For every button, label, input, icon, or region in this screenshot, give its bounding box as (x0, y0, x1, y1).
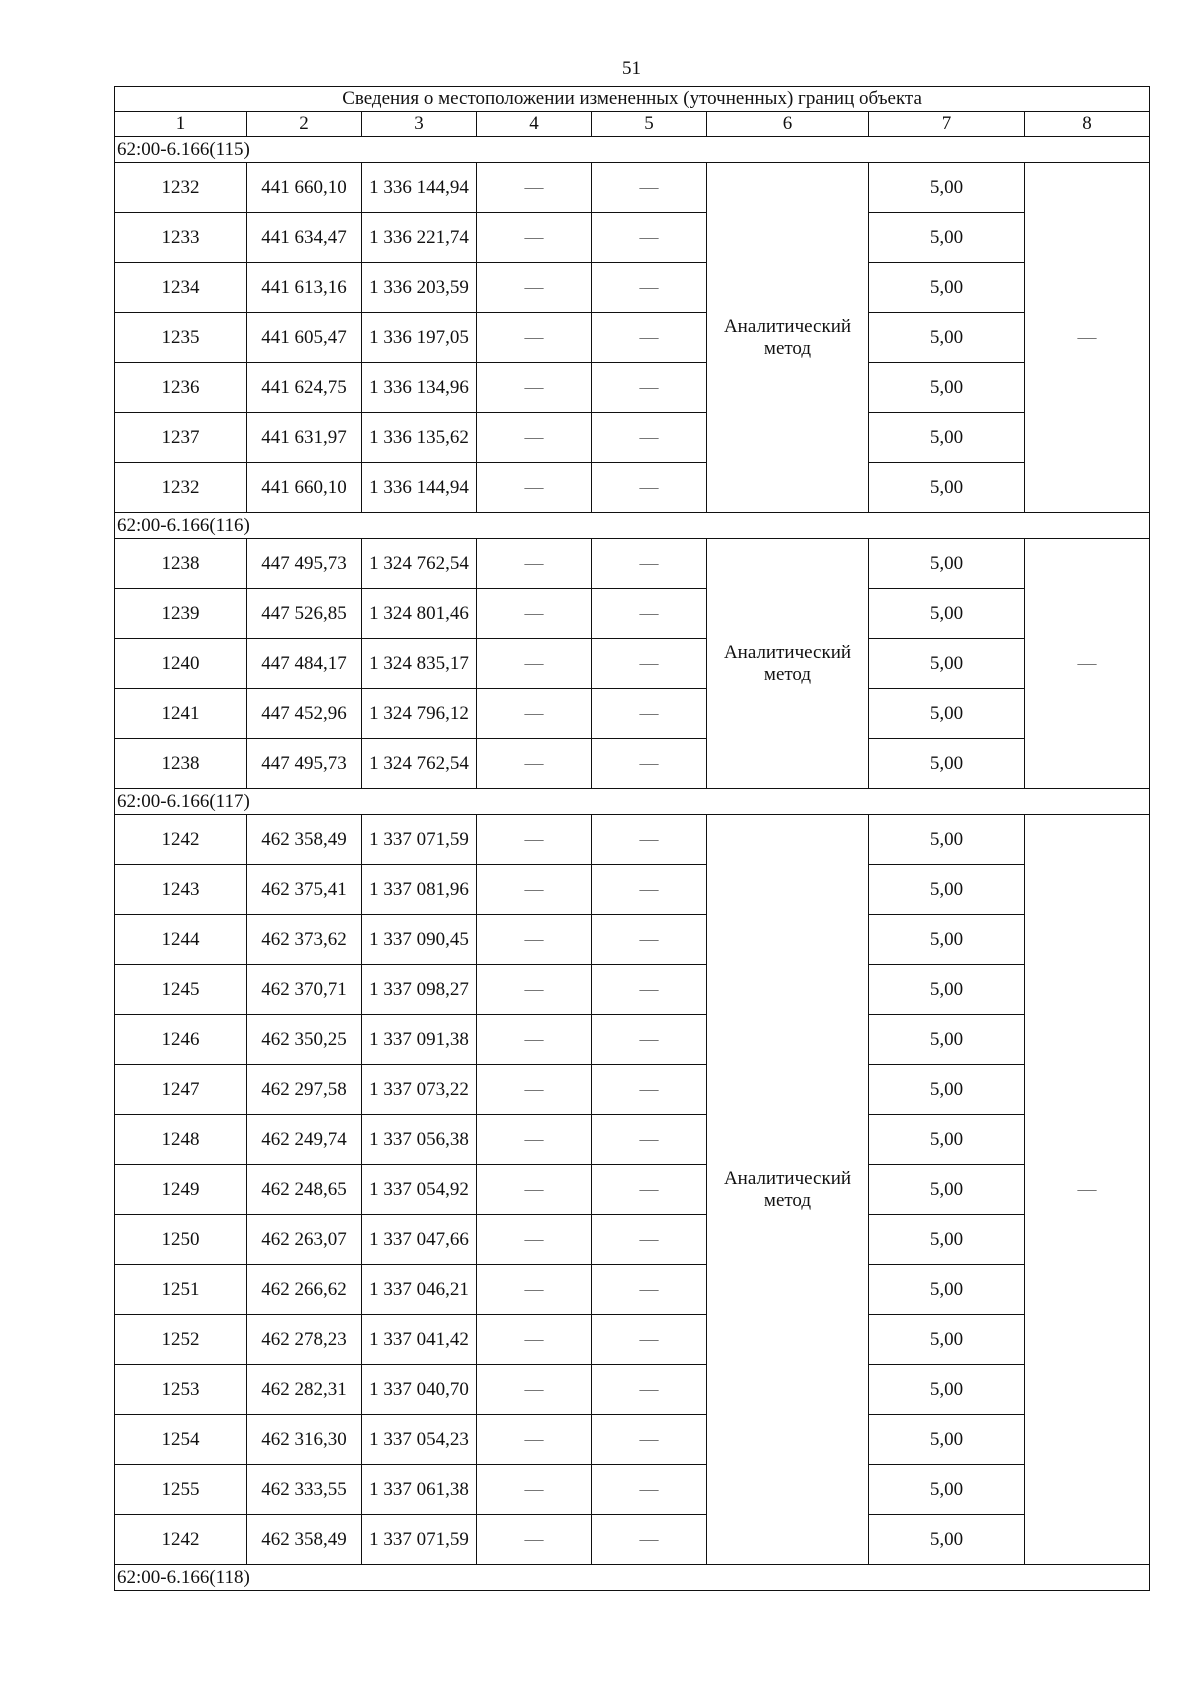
coordinate-y: 1 336 144,94 (362, 163, 477, 213)
method-cell (707, 539, 869, 789)
column-5-value: — (592, 915, 707, 965)
coordinate-x: 441 660,10 (247, 163, 362, 213)
table-row (115, 163, 1150, 213)
coordinate-x: 441 605,47 (247, 313, 362, 363)
coordinate-y: 1 324 835,17 (362, 639, 477, 689)
table-title-row (115, 87, 1150, 112)
point-number: 1243 (115, 865, 247, 915)
boundary-coordinates-table (114, 86, 1150, 1591)
column-5-value: — (592, 163, 707, 213)
accuracy-value: 5,00 (869, 163, 1025, 213)
coordinate-y: 1 324 762,54 (362, 739, 477, 789)
table-row (115, 689, 1150, 739)
accuracy-value: 5,00 (869, 815, 1025, 865)
method-line: метод (763, 1189, 812, 1211)
column-4-value: — (477, 463, 592, 513)
coordinate-x: 462 297,58 (247, 1065, 362, 1115)
coordinate-x: 441 660,10 (247, 463, 362, 513)
accuracy-value: 5,00 (869, 463, 1025, 513)
accuracy-value: 5,00 (869, 1115, 1025, 1165)
coordinate-x: 462 282,31 (247, 1365, 362, 1415)
column-5-value: — (592, 1115, 707, 1165)
method-line: Аналитический (723, 315, 852, 337)
column-8-value: — (1025, 815, 1150, 1565)
coordinate-x: 441 634,47 (247, 213, 362, 263)
coordinate-x: 441 624,75 (247, 363, 362, 413)
column-5-value: — (592, 313, 707, 363)
parcel-id: 62:00-6.166(118) (115, 1565, 1150, 1591)
column-4-value: — (477, 1065, 592, 1115)
coordinate-y: 1 336 135,62 (362, 413, 477, 463)
parcel-row (115, 1565, 1150, 1591)
table-row (115, 313, 1150, 363)
point-number: 1234 (115, 263, 247, 313)
accuracy-value: 5,00 (869, 1515, 1025, 1565)
coordinate-y: 1 324 801,46 (362, 589, 477, 639)
column-5-value: — (592, 739, 707, 789)
table-row (115, 1265, 1150, 1315)
coordinate-x: 447 452,96 (247, 689, 362, 739)
table-row (115, 1215, 1150, 1265)
column-4-value: — (477, 865, 592, 915)
column-4-value: — (477, 1165, 592, 1215)
accuracy-value: 5,00 (869, 1215, 1025, 1265)
column-4-value: — (477, 1465, 592, 1515)
table-row (115, 263, 1150, 313)
point-number: 1237 (115, 413, 247, 463)
table-row (115, 965, 1150, 1015)
point-number: 1241 (115, 689, 247, 739)
coordinate-y: 1 337 081,96 (362, 865, 477, 915)
column-header: 4 (477, 112, 592, 137)
method-line: Аналитический (723, 641, 852, 663)
column-5-value: — (592, 639, 707, 689)
coordinate-y: 1 337 073,22 (362, 1065, 477, 1115)
accuracy-value: 5,00 (869, 1065, 1025, 1115)
point-number: 1232 (115, 163, 247, 213)
column-8-value: — (1025, 163, 1150, 513)
table-row (115, 815, 1150, 865)
parcel-row (115, 137, 1150, 163)
coordinate-x: 462 358,49 (247, 1515, 362, 1565)
coordinate-x: 462 375,41 (247, 865, 362, 915)
column-4-value: — (477, 1315, 592, 1365)
point-number: 1242 (115, 1515, 247, 1565)
column-4-value: — (477, 1115, 592, 1165)
parcel-row (115, 513, 1150, 539)
point-number: 1251 (115, 1265, 247, 1315)
column-4-value: — (477, 363, 592, 413)
column-5-value: — (592, 589, 707, 639)
method-line: Аналитический (723, 1167, 852, 1189)
accuracy-value: 5,00 (869, 363, 1025, 413)
accuracy-value: 5,00 (869, 589, 1025, 639)
column-4-value: — (477, 639, 592, 689)
coordinate-y: 1 337 091,38 (362, 1015, 477, 1065)
column-5-value: — (592, 363, 707, 413)
table-row (115, 1365, 1150, 1415)
column-5-value: — (592, 965, 707, 1015)
column-4-value: — (477, 815, 592, 865)
column-5-value: — (592, 865, 707, 915)
column-5-value: — (592, 1315, 707, 1365)
column-header: 2 (247, 112, 362, 137)
coordinate-y: 1 337 054,92 (362, 1165, 477, 1215)
coordinate-x: 447 495,73 (247, 539, 362, 589)
point-number: 1240 (115, 639, 247, 689)
column-5-value: — (592, 689, 707, 739)
accuracy-value: 5,00 (869, 965, 1025, 1015)
coordinate-y: 1 337 071,59 (362, 815, 477, 865)
coordinate-y: 1 337 046,21 (362, 1265, 477, 1315)
column-4-value: — (477, 163, 592, 213)
point-number: 1245 (115, 965, 247, 1015)
table-row (115, 1065, 1150, 1115)
table-row (115, 539, 1150, 589)
column-4-value: — (477, 1415, 592, 1465)
coordinate-x: 462 248,65 (247, 1165, 362, 1215)
column-5-value: — (592, 1265, 707, 1315)
point-number: 1242 (115, 815, 247, 865)
accuracy-value: 5,00 (869, 1265, 1025, 1315)
column-4-value: — (477, 965, 592, 1015)
coordinate-y: 1 337 054,23 (362, 1415, 477, 1465)
table-row (115, 413, 1150, 463)
coordinate-x: 462 373,62 (247, 915, 362, 965)
table-row (115, 463, 1150, 513)
coordinate-x: 462 266,62 (247, 1265, 362, 1315)
coordinate-y: 1 336 144,94 (362, 463, 477, 513)
coordinate-y: 1 337 061,38 (362, 1465, 477, 1515)
column-number-row (115, 112, 1150, 137)
table-row (115, 1315, 1150, 1365)
table-row (115, 1165, 1150, 1215)
parcel-id: 62:00-6.166(116) (115, 513, 1150, 539)
point-number: 1232 (115, 463, 247, 513)
table-row (115, 739, 1150, 789)
coordinate-x: 462 370,71 (247, 965, 362, 1015)
column-5-value: — (592, 815, 707, 865)
point-number: 1254 (115, 1415, 247, 1465)
page-number: 51 (622, 58, 641, 79)
coordinate-y: 1 337 098,27 (362, 965, 477, 1015)
column-header: 3 (362, 112, 477, 137)
coordinate-y: 1 337 056,38 (362, 1115, 477, 1165)
column-4-value: — (477, 1215, 592, 1265)
column-4-value: — (477, 213, 592, 263)
column-4-value: — (477, 915, 592, 965)
coordinate-y: 1 336 203,59 (362, 263, 477, 313)
accuracy-value: 5,00 (869, 1315, 1025, 1365)
column-header: 6 (707, 112, 869, 137)
coordinate-x: 441 631,97 (247, 413, 362, 463)
column-5-value: — (592, 1065, 707, 1115)
column-4-value: — (477, 1265, 592, 1315)
point-number: 1247 (115, 1065, 247, 1115)
coordinate-x: 462 278,23 (247, 1315, 362, 1365)
column-header: 1 (115, 112, 247, 137)
accuracy-value: 5,00 (869, 539, 1025, 589)
method-line: метод (763, 337, 812, 359)
table-row (115, 1115, 1150, 1165)
table-row (115, 363, 1150, 413)
point-number: 1250 (115, 1215, 247, 1265)
column-5-value: — (592, 1165, 707, 1215)
parcel-id: 62:00-6.166(115) (115, 137, 1150, 163)
accuracy-value: 5,00 (869, 915, 1025, 965)
coordinate-y: 1 337 047,66 (362, 1215, 477, 1265)
coordinate-y: 1 324 796,12 (362, 689, 477, 739)
coordinate-y: 1 337 040,70 (362, 1365, 477, 1415)
accuracy-value: 5,00 (869, 1465, 1025, 1515)
point-number: 1253 (115, 1365, 247, 1415)
coordinate-x: 462 358,49 (247, 815, 362, 865)
column-5-value: — (592, 413, 707, 463)
parcel-row (115, 789, 1150, 815)
coordinate-x: 441 613,16 (247, 263, 362, 313)
table-row (115, 1515, 1150, 1565)
coordinate-y: 1 337 090,45 (362, 915, 477, 965)
point-number: 1246 (115, 1015, 247, 1065)
column-4-value: — (477, 413, 592, 463)
point-number: 1252 (115, 1315, 247, 1365)
accuracy-value: 5,00 (869, 639, 1025, 689)
column-4-value: — (477, 313, 592, 363)
column-5-value: — (592, 1015, 707, 1065)
point-number: 1255 (115, 1465, 247, 1515)
accuracy-value: 5,00 (869, 689, 1025, 739)
method-line: метод (763, 663, 812, 685)
coordinate-y: 1 337 071,59 (362, 1515, 477, 1565)
accuracy-value: 5,00 (869, 1415, 1025, 1465)
column-5-value: — (592, 1365, 707, 1415)
method-cell (707, 163, 869, 513)
coordinate-x: 447 495,73 (247, 739, 362, 789)
coordinate-x: 447 484,17 (247, 639, 362, 689)
column-8-value: — (1025, 539, 1150, 789)
parcel-id: 62:00-6.166(117) (115, 789, 1150, 815)
coordinate-x: 462 249,74 (247, 1115, 362, 1165)
column-5-value: — (592, 263, 707, 313)
accuracy-value: 5,00 (869, 413, 1025, 463)
column-4-value: — (477, 1515, 592, 1565)
table-row (115, 865, 1150, 915)
accuracy-value: 5,00 (869, 739, 1025, 789)
point-number: 1238 (115, 539, 247, 589)
table-title: Сведения о местоположении измененных (уточненных) границ объекта (115, 87, 1150, 112)
table-row (115, 1465, 1150, 1515)
point-number: 1236 (115, 363, 247, 413)
coordinate-x: 462 263,07 (247, 1215, 362, 1265)
point-number: 1235 (115, 313, 247, 363)
column-4-value: — (477, 263, 592, 313)
coordinate-y: 1 337 041,42 (362, 1315, 477, 1365)
coordinate-x: 447 526,85 (247, 589, 362, 639)
table-row (115, 589, 1150, 639)
coordinate-x: 462 333,55 (247, 1465, 362, 1515)
coordinate-y: 1 336 221,74 (362, 213, 477, 263)
accuracy-value: 5,00 (869, 213, 1025, 263)
coordinate-x: 462 316,30 (247, 1415, 362, 1465)
column-4-value: — (477, 689, 592, 739)
coordinate-x: 462 350,25 (247, 1015, 362, 1065)
coordinate-y: 1 336 134,96 (362, 363, 477, 413)
column-5-value: — (592, 463, 707, 513)
column-header: 8 (1025, 112, 1150, 137)
method-cell (707, 815, 869, 1565)
coordinate-y: 1 336 197,05 (362, 313, 477, 363)
accuracy-value: 5,00 (869, 1015, 1025, 1065)
column-4-value: — (477, 1015, 592, 1065)
table-body (115, 87, 1150, 1591)
column-header: 7 (869, 112, 1025, 137)
point-number: 1248 (115, 1115, 247, 1165)
accuracy-value: 5,00 (869, 1165, 1025, 1215)
column-5-value: — (592, 539, 707, 589)
table-row (115, 1015, 1150, 1065)
column-4-value: — (477, 739, 592, 789)
point-number: 1249 (115, 1165, 247, 1215)
column-5-value: — (592, 1465, 707, 1515)
table-row (115, 213, 1150, 263)
column-header: 5 (592, 112, 707, 137)
accuracy-value: 5,00 (869, 263, 1025, 313)
table-row (115, 1415, 1150, 1465)
column-5-value: — (592, 1215, 707, 1265)
column-5-value: — (592, 213, 707, 263)
coordinate-y: 1 324 762,54 (362, 539, 477, 589)
column-4-value: — (477, 539, 592, 589)
table-row (115, 915, 1150, 965)
column-4-value: — (477, 589, 592, 639)
point-number: 1233 (115, 213, 247, 263)
point-number: 1239 (115, 589, 247, 639)
column-4-value: — (477, 1365, 592, 1415)
point-number: 1244 (115, 915, 247, 965)
column-5-value: — (592, 1515, 707, 1565)
column-5-value: — (592, 1415, 707, 1465)
accuracy-value: 5,00 (869, 1365, 1025, 1415)
accuracy-value: 5,00 (869, 865, 1025, 915)
point-number: 1238 (115, 739, 247, 789)
table-row (115, 639, 1150, 689)
accuracy-value: 5,00 (869, 313, 1025, 363)
